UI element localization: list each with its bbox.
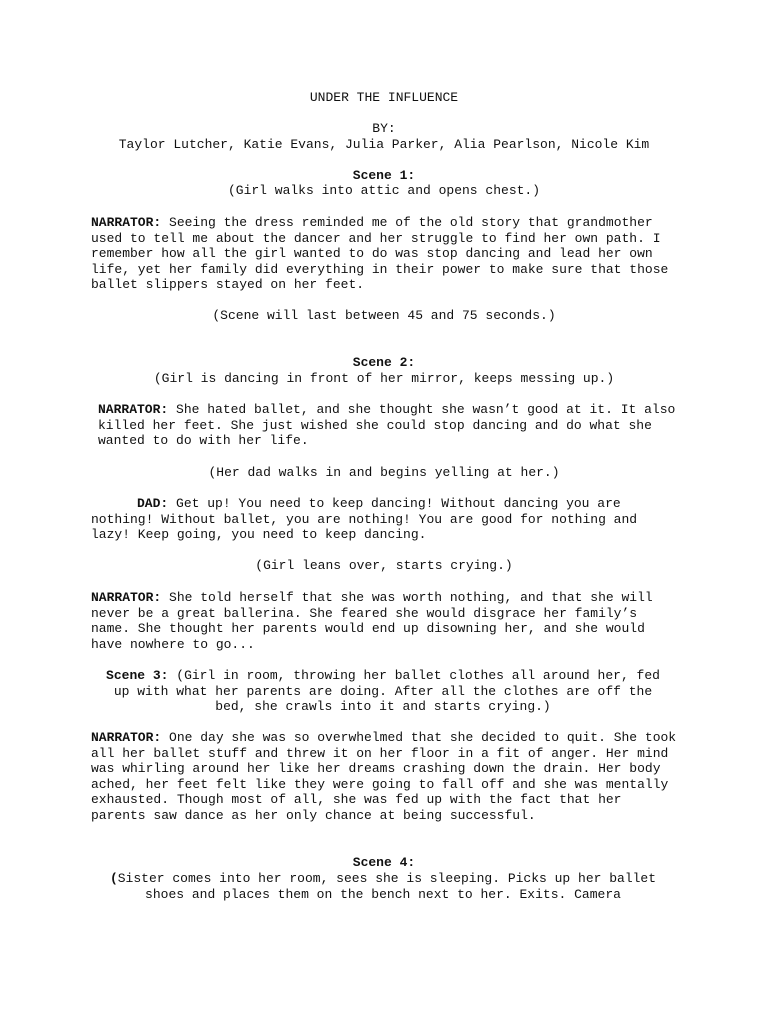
narrator-label: NARRATOR:	[91, 590, 162, 605]
scene-3-heading: Scene 3:	[106, 668, 169, 683]
narration-text: Seeing the dress reminded me of the old story that grandmother used to tell me about the dancer and her struggle to find her own path. I remember how all the girl wanted to do was stop dancing and lead her own life, yet her family did everything in their power to make sure that those ballet slippers stayed on her feet.	[91, 215, 677, 292]
narrator-label: NARRATOR:	[91, 215, 162, 230]
scene-2-heading	[0, 355, 768, 371]
scene-2-direction-3: (Girl leans over, starts crying.)	[255, 558, 513, 573]
scene-3-block	[96, 668, 670, 715]
script-title: UNDER THE INFLUENCE	[309, 90, 459, 105]
scene-4-direction	[96, 871, 670, 902]
scene-1-direction: (Girl walks into attic and opens chest.)	[227, 183, 541, 198]
scene-4-direction-text: Sister comes into her room, sees she is sleeping. Picks up her ballet shoes and places them on the bench next to her. Exits. Camera	[117, 871, 664, 902]
narration-text: One day she was so overwhelmed that she decided to quit. She took all her ballet stuff and threw it on her floor in a fit of anger. Her mind was whirling around her like her dreams crashing down the drain. Her body ached, her feet felt like they were going to fall off and she was mentally exhausted. Though most of all, she was fed up with the fact that her parents saw dance as her only chance at being successful.	[91, 730, 684, 823]
scene-1-narration	[91, 215, 677, 293]
scene-3-narration	[91, 730, 684, 823]
scene-2-narration-1	[98, 402, 684, 449]
scene-1-heading	[0, 168, 768, 184]
by-label: BY:	[372, 121, 396, 136]
dad-dialogue	[91, 496, 677, 543]
narration-text: She hated ballet, and she thought she wasn’t good at it. It also killed her feet. She just wished she could stop dancing and do what she wanted to do with her life.	[98, 402, 684, 448]
scene-4-paren: (	[109, 871, 118, 886]
scene-2-narration-2	[91, 590, 677, 652]
scene-2-heading-text: Scene 2:	[352, 355, 416, 370]
authors-line: Taylor Lutcher, Katie Evans, Julia Parker, Alia Pearlson, Nicole Kim	[118, 137, 650, 152]
scene-4-heading	[0, 855, 768, 871]
scene-1-heading-text: Scene 1:	[352, 168, 416, 183]
narrator-label: NARRATOR:	[91, 730, 162, 745]
dad-label: DAD:	[137, 496, 169, 511]
dad-text: Get up! You need to keep dancing! Without dancing you are nothing! Without ballet, you are nothing! You are good for nothing and lazy! Keep going, you need to keep dancing.	[91, 496, 645, 542]
dad-indent	[91, 496, 137, 511]
scene-2-direction: (Girl is dancing in front of her mirror, keeps messing up.)	[153, 371, 615, 386]
scene-4-heading-text: Scene 4:	[352, 855, 416, 870]
scene-1-note: (Scene will last between 45 and 75 seconds.)	[212, 308, 556, 323]
narration-text: She told herself that she was worth nothing, and that she will never be a great ballerina. She feared she would disgrace her family’s name. She thought her parents would end up disowning her, and she would have nowhere to go...	[91, 590, 661, 652]
narrator-label: NARRATOR:	[98, 402, 169, 417]
scene-2-direction-2: (Her dad walks in and begins yelling at her.)	[208, 465, 560, 480]
scene-3-direction: (Girl in room, throwing her ballet clothes all around her, fed up with what her parents are doing. After all the clothes are off the bed, she crawls into it and starts crying.)	[113, 668, 668, 714]
